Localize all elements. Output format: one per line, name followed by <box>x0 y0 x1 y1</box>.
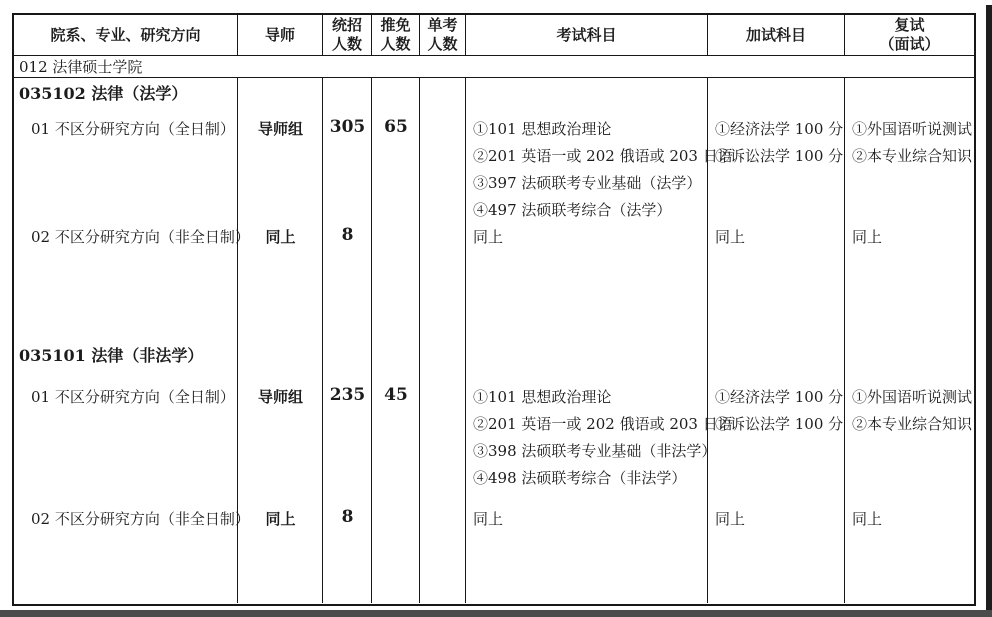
retest-subject-line: ①外国语听说测试 <box>852 120 973 138</box>
regular-quota-cell: 235 <box>329 385 366 405</box>
exam-subject-line: ①101 思想政治理论 <box>473 388 612 406</box>
header-cell-retest-interview: 复试 （面试） <box>879 16 940 53</box>
exam-subjects-list <box>473 384 733 492</box>
scan-edge-shadow-right <box>986 5 992 617</box>
regular-quota-cell: 8 <box>341 507 354 527</box>
exam-subject-line: 同上 <box>473 228 504 246</box>
additional-subject-line: 同上 <box>715 228 746 246</box>
retest-subject-line: 同上 <box>852 228 883 246</box>
exempt-quota-cell: 45 <box>384 385 408 405</box>
header-label: 导师 <box>264 25 295 44</box>
table-column-5 <box>420 78 466 603</box>
exempt-quota-cell: 65 <box>384 117 408 137</box>
header-label: 加试科目 <box>745 25 806 44</box>
retest-subject-line: ②本专业综合知识 <box>852 415 973 433</box>
advisor-cell: 导师组 <box>257 120 303 138</box>
exam-subject-line: ②201 英语一或 202 俄语或 203 日语 <box>473 415 733 433</box>
research-direction-cell: 01 不区分研究方向（全日制） <box>31 120 235 138</box>
retest-subject-line: 同上 <box>852 510 883 528</box>
advisor-cell: 同上 <box>265 228 296 246</box>
exam-subject-line: ②201 英语一或 202 俄语或 203 日语 <box>473 147 733 165</box>
additional-subject-line: ②诉讼法学 100 分 <box>715 415 844 433</box>
additional-subjects-list <box>715 116 843 170</box>
research-direction-cell: 02 不区分研究方向（非全日制） <box>31 228 250 246</box>
advisor-cell: 导师组 <box>257 388 303 406</box>
research-direction-cell: 01 不区分研究方向（全日制） <box>31 388 235 406</box>
additional-subjects-list <box>715 506 745 533</box>
research-direction-cell: 02 不区分研究方向（非全日制） <box>31 510 250 528</box>
exam-subjects-list <box>473 116 733 224</box>
header-cell-exam-subjects <box>466 15 708 55</box>
header-cell-exempt-quota: 推免 人数 <box>372 15 420 55</box>
header-cell-regular-quota: 统招 人数 <box>323 15 372 55</box>
retest-subject-line: ①外国语听说测试 <box>852 388 973 406</box>
header-label: 考试科目 <box>556 25 617 44</box>
admissions-table <box>12 13 976 606</box>
section-code-title: 035101 法律（非法学） <box>19 346 204 365</box>
header-cell-department-major-direction <box>14 15 238 55</box>
additional-subject-line: 同上 <box>715 510 746 528</box>
retest-subjects-list <box>852 224 882 251</box>
exam-subjects-list <box>473 506 503 533</box>
exam-subject-line: ③398 法硕联考专业基础（非法学） <box>473 442 717 460</box>
school-group-row <box>14 56 974 78</box>
retest-subjects-list <box>852 506 882 533</box>
additional-subjects-list <box>715 224 745 251</box>
exam-subject-line: ①101 思想政治理论 <box>473 120 612 138</box>
header-label: 推免 <box>380 16 411 34</box>
section-code-title: 035102 法律（法学） <box>19 84 188 103</box>
additional-subjects-list <box>715 384 843 438</box>
header-cell-advisor <box>238 15 323 55</box>
header-label: 统招 <box>331 16 362 34</box>
additional-subject-line: ①经济法学 100 分 <box>715 120 844 138</box>
table-header-row <box>14 15 974 56</box>
additional-subject-line: ②诉讼法学 100 分 <box>715 147 844 165</box>
exam-subject-line: ④498 法硕联考综合（非法学） <box>473 469 687 487</box>
regular-quota-cell: 305 <box>329 117 366 137</box>
header-label: 院系、专业、研究方向 <box>50 25 201 44</box>
exam-subject-line: 同上 <box>473 510 504 528</box>
exam-subject-line: ④497 法硕联考综合（法学） <box>473 201 672 219</box>
exam-subjects-list <box>473 224 503 251</box>
exam-subject-line: ③397 法硕联考专业基础（法学） <box>473 174 702 192</box>
scan-edge-shadow-bottom <box>0 610 992 617</box>
advisor-cell: 同上 <box>265 510 296 528</box>
retest-subjects-list <box>852 384 972 438</box>
header-cell-additional-subjects <box>708 15 845 55</box>
regular-quota-cell: 8 <box>341 225 354 245</box>
table-body <box>14 78 974 603</box>
header-label: 复试 <box>894 16 925 34</box>
header-label: 单考 <box>427 16 458 34</box>
retest-subject-line: ②本专业综合知识 <box>852 147 973 165</box>
retest-subjects-list <box>852 116 972 170</box>
table-column-4 <box>372 78 420 603</box>
additional-subject-line: ①经济法学 100 分 <box>715 388 844 406</box>
school-group-label: 012 法律硕士学院 <box>19 58 143 76</box>
header-cell-separate-exam-quota: 单考 人数 <box>420 15 466 55</box>
